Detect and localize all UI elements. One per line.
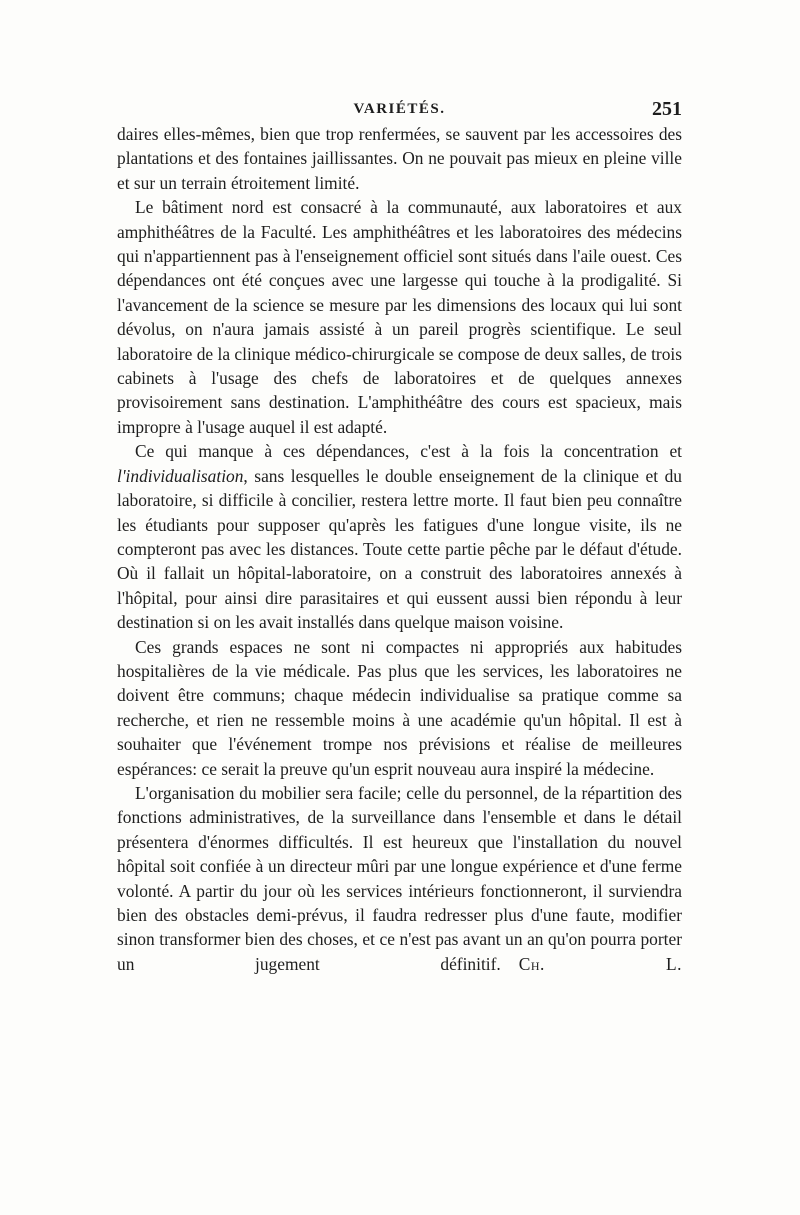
paragraph-3-text-end: , sans lesquelles le double enseignement de la clinique et du laboratoire, si difficile à concilier, restera lettre morte. Il faut bien peu connaître les étudiants pour supposer qu'après les fatigues d'une longue visite, ils ne compteront pas avec les distances. Toute cette partie pêche par le défaut d'étude. Où il fallait un hôpital-laboratoire, on a construit des laboratoires annexés à l'hôpital, pour ainsi dire parasitaires et qui eussent aussi bien répondu à leur destination si on les avait installés dans quelque maison voisine. [117,465,682,633]
author-signature: Ch. L. [518,953,682,974]
paragraph-5 [117,781,682,976]
paragraph-5-text: L'organisation du mobilier sera facile; celle du personnel, de la répartition des fonctions administratives, de la surveillance dans l'ensemble et dans le détail présentera d'énormes difficultés. Il est heureux que l'installation du nouvel hôpital soit confiée à un directeur mûri par une longue expérience et d'une ferme volonté. A partir du jour où les services intérieurs fonctionneront, il surviendra bien des obstacles demi-prévus, il faudra redresser plus d'une faute, modifier sinon transformer bien des choses, et ce n'est pas avant un an qu'on pourra porter un jugement définitif. [117,782,682,974]
paragraph-2: Le bâtiment nord est consacré à la communauté, aux laboratoires et aux amphithéâtres de la Faculté. Les amphithéâtres et les laboratoires des médecins qui n'appartiennent pas à l'enseignement officiel sont situés dans l'aile ouest. Ces dépendances ont été conçues avec une largesse qui touche à la prodigalité. Si l'avancement de la science se mesure par les dimensions des locaux qui lui sont dévolus, on n'aura jamais assisté à un pareil progrès scientifique. Le seul laboratoire de la clinique médico-chirurgicale se compose de deux salles, de trois cabinets à l'usage des chefs de laboratoires et de quelques annexes provisoirement sans destination. L'amphithéâtre des cours est spacieux, mais impropre à l'usage auquel il est adapté. [117,197,682,437]
paragraph-4: Ces grands espaces ne sont ni compactes ni appropriés aux habitudes hospitalières de la vie médicale. Pas plus que les services, les laboratoires ne doivent être communs; chaque médecin individualise sa pratique comme sa recherche, et rien ne ressemble moins à une académie qu'un hôpital. Il est à souhaiter que l'événement trompe nos prévisions et réalise de meilleures espérances: ce serait la preuve qu'un esprit nouveau aura inspiré la médecine. [117,636,682,779]
paragraph-3-text-start: Ce qui manque à ces dépendances, c'est à la fois la concentration et [135,441,682,462]
emphasized-term: l'individualisation [117,465,244,486]
article-body [117,122,682,976]
running-title: VARIÉTÉS. [353,101,446,117]
paragraph-3 [117,439,682,634]
page-number: 251 [652,98,682,120]
paragraph-1: daires elles-mêmes, bien que trop renfermées, se sauvent par les accessoires des plantations et des fontaines jaillissantes. On ne pouvait pas mieux en pleine ville et sur un terrain étroitement limité. [117,124,682,193]
